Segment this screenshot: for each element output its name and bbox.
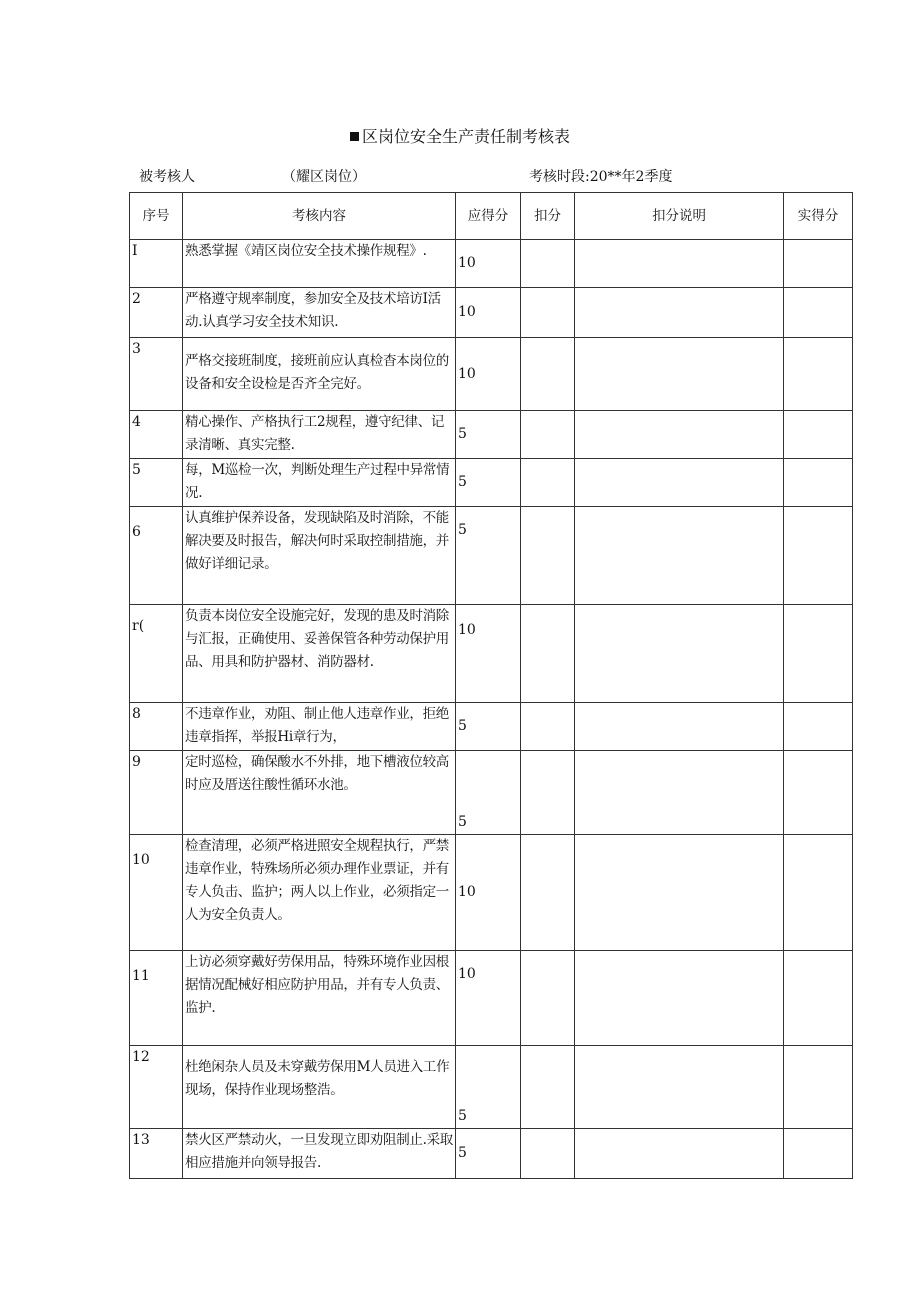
deduct-note-cell xyxy=(575,951,784,1046)
deduct-note-cell xyxy=(575,605,784,703)
score-cell: 5 xyxy=(456,507,521,605)
table-row xyxy=(130,338,853,411)
table-row xyxy=(130,1046,853,1129)
score-cell: 5 xyxy=(456,751,521,835)
seq-cell: 11 xyxy=(130,951,183,1046)
score-cell: 10 xyxy=(456,338,521,411)
actual-cell xyxy=(784,1046,853,1129)
seq-cell: 4 xyxy=(130,411,183,459)
score-cell: 10 xyxy=(456,835,521,951)
table-row xyxy=(130,605,853,703)
deduct-note-cell xyxy=(575,240,784,288)
deduct-note-cell xyxy=(575,338,784,411)
table-row xyxy=(130,507,853,605)
seq-cell: 5 xyxy=(130,459,183,507)
deduct-note-cell xyxy=(575,751,784,835)
table-row xyxy=(130,1129,853,1179)
deduct-cell xyxy=(521,703,575,751)
content-cell: 精心操作、产格执行工2规程，遵守纪律、记录清晰、真实完整. xyxy=(183,411,456,459)
seq-cell: I xyxy=(130,240,183,288)
deduct-cell xyxy=(521,338,575,411)
score-cell: 5 xyxy=(456,703,521,751)
content-cell: 杜绝闲杂人员及未穿戴劳保用M人员进入工作现场，保持作业现场整浩。 xyxy=(183,1046,456,1129)
seq-cell: 10 xyxy=(130,835,183,951)
seq-cell: 3 xyxy=(130,338,183,411)
score-cell: 10 xyxy=(456,288,521,338)
seq-cell: 9 xyxy=(130,751,183,835)
content-cell: 不违章作业，劝阻、制止他人违章作业，拒绝违章指挥，举报Hi章行为， xyxy=(183,703,456,751)
header-actual: 实得分 xyxy=(784,193,853,240)
deduct-cell xyxy=(521,459,575,507)
header-deduct-note: 扣分说明 xyxy=(575,193,784,240)
score-cell: 10 xyxy=(456,240,521,288)
deduct-cell xyxy=(521,240,575,288)
content-cell: 定时巡检，确保酸水不外排，地下槽液位较高时应及厝送往酸性循环水池。 xyxy=(183,751,456,835)
title-text: 区岗位安全生产责任制考核表 xyxy=(361,127,570,146)
actual-cell xyxy=(784,507,853,605)
table-row xyxy=(130,459,853,507)
content-cell: 熟悉掌握《靖区岗位安全技术操作规程》. xyxy=(183,240,456,288)
seq-cell: 12 xyxy=(130,1046,183,1129)
table-row xyxy=(130,288,853,338)
deduct-note-cell xyxy=(575,835,784,951)
score-cell: 10 xyxy=(456,605,521,703)
content-cell: 负责本岗位安全设施完好，发现的患及时消除与汇报，正确使用、妥善保管各种劳动保护用品、用具和防护器材、消防器材. xyxy=(183,605,456,703)
score-cell: 5 xyxy=(456,459,521,507)
table-row xyxy=(130,240,853,288)
score-cell: 5 xyxy=(456,1046,521,1129)
actual-cell xyxy=(784,338,853,411)
header-seq: 序号 xyxy=(130,193,183,240)
deduct-note-cell xyxy=(575,703,784,751)
content-cell: 认真维护保养设备，发现缺陷及时消除，不能解决要及时报告，解决何时采取控制措施，并做好详细记录。 xyxy=(183,507,456,605)
content-cell: 严格遵守规率制度，参加安全及技术培访I活动.认真学习安全技术知识. xyxy=(183,288,456,338)
examinee-label: 被考核人 xyxy=(139,169,195,185)
actual-cell xyxy=(784,1129,853,1179)
table-row xyxy=(130,951,853,1046)
actual-cell xyxy=(784,835,853,951)
deduct-cell xyxy=(521,411,575,459)
post-label: （耀区岗位） xyxy=(282,169,366,185)
table-row xyxy=(130,411,853,459)
score-cell: 5 xyxy=(456,411,521,459)
actual-cell xyxy=(784,411,853,459)
content-cell: 上访必须穿戴好劳保用品，特殊环境作业因根据情况配械好相应防护用品，并有专人负责、监护. xyxy=(183,951,456,1046)
actual-cell xyxy=(784,951,853,1046)
deduct-cell xyxy=(521,605,575,703)
table-row xyxy=(130,835,853,951)
period-label: 考核时段:20**年2季度 xyxy=(529,169,673,185)
deduct-cell xyxy=(521,288,575,338)
header-deduct: 扣分 xyxy=(521,193,575,240)
deduct-cell xyxy=(521,1129,575,1179)
table-header-row xyxy=(130,193,853,240)
deduct-note-cell xyxy=(575,459,784,507)
actual-cell xyxy=(784,703,853,751)
header-score: 应得分 xyxy=(456,193,521,240)
actual-cell xyxy=(784,240,853,288)
actual-cell xyxy=(784,459,853,507)
deduct-note-cell xyxy=(575,288,784,338)
seq-cell: r( xyxy=(130,605,183,703)
deduct-cell xyxy=(521,951,575,1046)
document-title xyxy=(0,124,920,147)
score-cell: 5 xyxy=(456,1129,521,1179)
content-cell: 严格交接班制度，接班前应认真检杳本岗位的设备和安全设检是否齐全完好。 xyxy=(183,338,456,411)
deduct-cell xyxy=(521,1046,575,1129)
actual-cell xyxy=(784,288,853,338)
seq-cell: 2 xyxy=(130,288,183,338)
header-content: 考核内容 xyxy=(183,193,456,240)
actual-cell xyxy=(784,605,853,703)
content-cell: 每，M巡检一次，判断处理生产过程中异常情况. xyxy=(183,459,456,507)
table-row xyxy=(130,751,853,835)
seq-cell: 8 xyxy=(130,703,183,751)
seq-cell: 6 xyxy=(130,507,183,605)
content-cell: 检查清理，必须严格进照安全规程执行，严禁违章作业，特殊场所必须办理作业票证，并有专人负击、监护；两人以上作业，必须指定一人为安全负责人。 xyxy=(183,835,456,951)
score-cell: 10 xyxy=(456,951,521,1046)
actual-cell xyxy=(784,751,853,835)
deduct-note-cell xyxy=(575,1129,784,1179)
deduct-cell xyxy=(521,751,575,835)
deduct-note-cell xyxy=(575,1046,784,1129)
content-cell: 禁火区严禁动火，一旦发现立即劝阻制止.采取相应措施并向领导报告. xyxy=(183,1129,456,1179)
deduct-note-cell xyxy=(575,507,784,605)
seq-cell: 13 xyxy=(130,1129,183,1179)
assessment-table xyxy=(129,192,853,1179)
deduct-note-cell xyxy=(575,411,784,459)
deduct-cell xyxy=(521,835,575,951)
table-row xyxy=(130,703,853,751)
square-bullet-icon xyxy=(350,132,359,141)
deduct-cell xyxy=(521,507,575,605)
